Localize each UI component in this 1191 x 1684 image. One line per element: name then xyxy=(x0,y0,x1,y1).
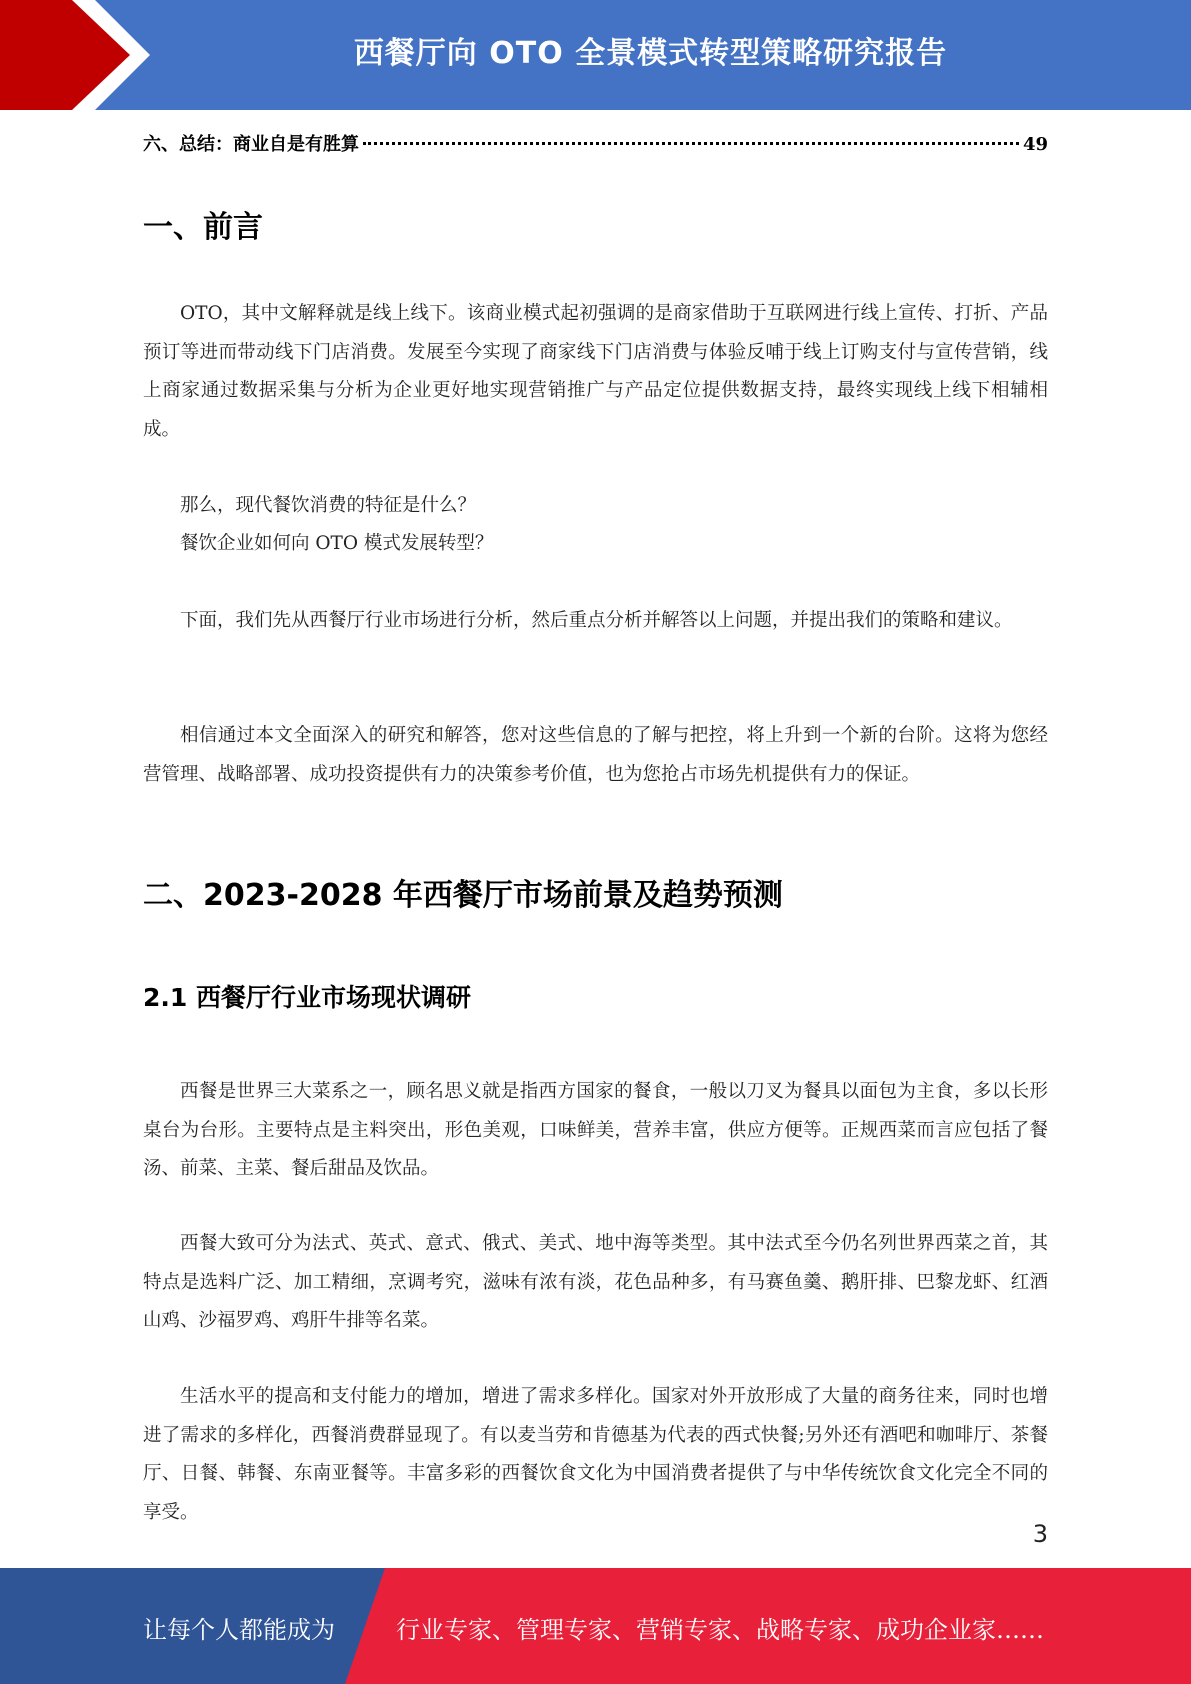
subsection-heading-market-status: 2.1 西餐厅行业市场现状调研 xyxy=(143,983,471,1012)
section-heading-preface: 一、前言 xyxy=(143,210,263,245)
market-paragraph-1: 西餐是世界三大菜系之一，顾名思义就是指西方国家的餐食，一般以刀叉为餐具以面包为主食，多以长形桌台为台形。主要特点是主料突出，形色美观，口味鲜美，营养丰富，供应方便等。正规西菜而言应包括了餐汤、前菜、主菜、餐后甜品及饮品。 xyxy=(143,1081,1048,1179)
page-content xyxy=(143,130,1048,1523)
report-title: 西餐厅向 OTO 全景模式转型策略研究报告 xyxy=(353,36,948,71)
market-paragraph-2: 西餐大致可分为法式、英式、意式、俄式、美式、地中海等类型。其中法式至今仍名列世界西菜之首，其特点是选料广泛、加工精细，烹调考究，滋味有浓有淡，花色品种多，有马赛鱼羹、鹅肝排、巴黎龙虾、红酒山鸡、沙福罗鸡、鸡肝牛排等名菜。 xyxy=(143,1233,1048,1331)
preface-paragraph-1: OTO，其中文解释就是线上线下。该商业模式起初强调的是商家借助于互联网进行线上宣传、打折、产品预订等进而带动线下门店消费。发展至今实现了商家线下门店消费与体验反哺于线上订购支付与宣传营销，线上商家通过数据采集与分析为企业更好地实现营销推广与产品定位提供数据支持，最终实现线上线下相辅相成。 xyxy=(143,303,1048,440)
footer-slogan-left: 让每个人都能成为 xyxy=(143,1616,335,1644)
page-footer xyxy=(0,1568,1191,1684)
toc-leader-dots xyxy=(363,142,1019,145)
toc-page-number: 49 xyxy=(1022,134,1048,155)
footer-slogan-right: 行业专家、管理专家、营销专家、战略专家、成功企业家…… xyxy=(396,1616,1044,1644)
page-number: 3 xyxy=(1032,1520,1048,1548)
preface-paragraph-3: 相信通过本文全面深入的研究和解答，您对这些信息的了解与把控，将上升到一个新的台阶。这将为您经营管理、战略部署、成功投资提供有力的决策参考价值，也为您抢占市场先机提供有力的保证。 xyxy=(143,725,1048,785)
market-paragraph-3: 生活水平的提高和支付能力的增加，增进了需求多样化。国家对外开放形成了大量的商务往来，同时也增进了需求的多样化，西餐消费群显现了。有以麦当劳和肯德基为代表的西式快餐;另外还有酒吧和咖啡厅、茶餐厅、日餐、韩餐、东南亚餐等。丰富多彩的西餐饮食文化为中国消费者提供了与中华传统饮食文化完全不同的享受。 xyxy=(143,1386,1048,1523)
preface-question-2: 餐饮企业如何向 OTO 模式发展转型？ xyxy=(180,533,494,554)
preface-question-1: 那么，现代餐饮消费的特征是什么？ xyxy=(180,495,477,516)
toc-label: 六、总结：商业自是有胜算 xyxy=(143,134,359,155)
toc-entry[interactable] xyxy=(143,130,1048,158)
section-heading-market-outlook: 二、2023-2028 年西餐厅市场前景及趋势预测 xyxy=(143,878,783,913)
preface-paragraph-2: 下面，我们先从西餐厅行业市场进行分析，然后重点分析并解答以上问题，并提出我们的策略和建议。 xyxy=(180,610,1013,631)
page-header xyxy=(0,0,1191,110)
